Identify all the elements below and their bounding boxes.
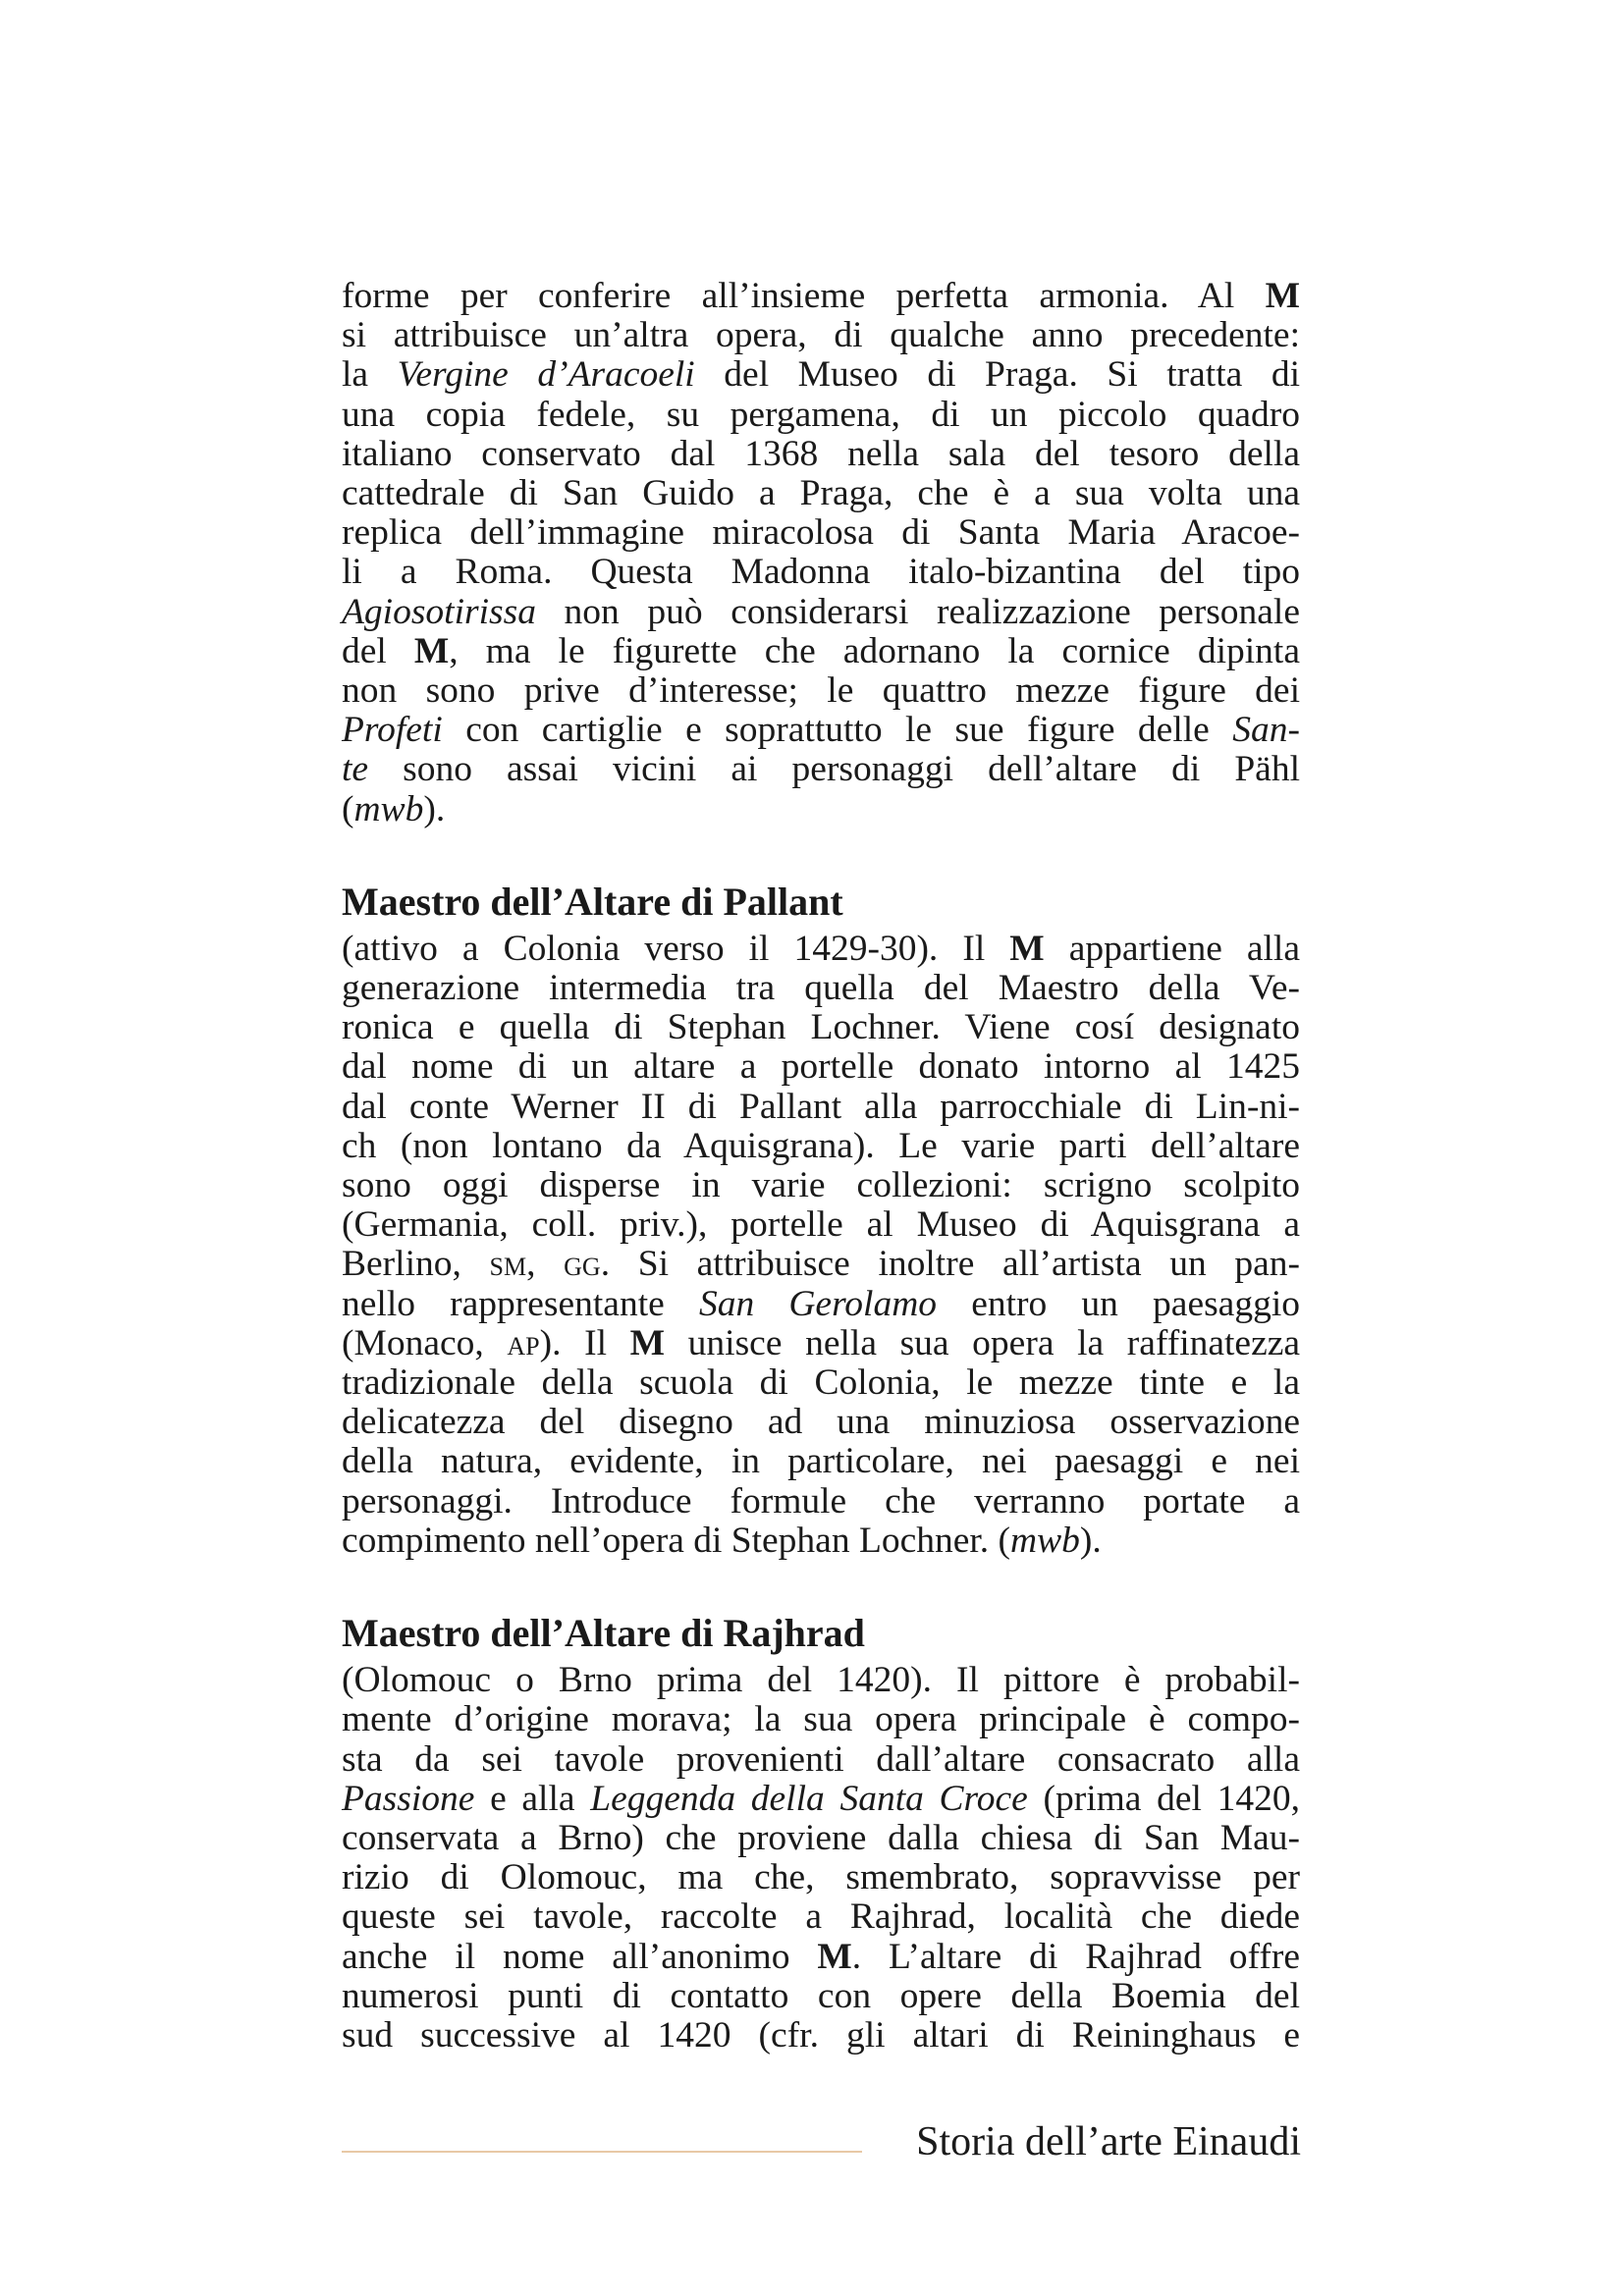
text-line [342, 1661, 1300, 1700]
text-line [342, 1008, 1300, 1047]
text-run: (attivo a Colonia verso il 1429-30). Il [342, 928, 1010, 969]
text-run: appartiene alla [1044, 928, 1300, 969]
text-run: forme per conferire all’insieme perfetta armonia. Al [342, 276, 1266, 316]
entry-continuation-paragraph [342, 277, 1300, 829]
small-caps-run: sm [489, 1244, 527, 1285]
text-run: non può considerarsi realizzazione personale [535, 591, 1300, 632]
text-run: ). [1079, 1520, 1102, 1561]
text-line [342, 593, 1300, 632]
text-run: del Museo di Praga. Si tratta di [694, 354, 1300, 396]
italic-run: te [342, 749, 369, 790]
text-run: con cartiglie e soprattutto le sue figure delle [442, 710, 1233, 751]
text-run: , [526, 1244, 565, 1285]
text-line [342, 1088, 1300, 1127]
text-run: sono assai vicini ai personaggi dell’altare di Pähl [368, 749, 1300, 790]
text-line [342, 711, 1300, 750]
text-run: sud successive al 1420 (cfr. gli altari di Reininghaus e [342, 2014, 1300, 2056]
italic-run: San Gerolamo [698, 1283, 938, 1324]
entry-heading-rajhrad: Maestro dell’Altare di Rajhrad [342, 1611, 865, 1656]
text-run: unisce nella sua opera la raffinatezza [665, 1322, 1300, 1363]
footer-rule [342, 2151, 862, 2153]
text-run: cattedrale di San Guido a Praga, che è a sua volta una [342, 473, 1300, 514]
entry-body-rajhrad [342, 1661, 1300, 2056]
text-run: ch (non lontano da Aquisgrana). Le varie parti dell’altare [342, 1125, 1300, 1166]
text-run: italiano conservato dal 1368 nella sala del tesoro della [342, 433, 1300, 474]
text-line [342, 513, 1300, 553]
text-run: (Monaco, [342, 1322, 508, 1363]
italic-run: mwb [1010, 1520, 1080, 1561]
text-run: tradizionale della scuola di Colonia, le mezze tinte e la [342, 1362, 1300, 1404]
text-run: anche il nome all’anonimo [342, 1936, 818, 1977]
text-line [342, 1205, 1300, 1245]
italic-run: Leggenda della Santa Croce [590, 1778, 1028, 1819]
text-line [342, 1047, 1300, 1087]
text-run: ). Il [539, 1322, 630, 1363]
text-line [342, 1522, 1300, 1561]
bold-run: M [1265, 276, 1300, 316]
text-run: della natura, evidente, in particolare, nei paesaggi e nei [342, 1441, 1300, 1482]
text-run: dal nome di un altare a portelle donato intorno al 1425 [342, 1046, 1300, 1088]
text-line [342, 1977, 1300, 2016]
text-run: , ma le figurette che adornano la cornice dipinta [449, 630, 1300, 671]
text-line [342, 435, 1300, 474]
italic-run: mwb [353, 788, 424, 829]
entry-heading-pallant: Maestro dell’Altare di Pallant [342, 879, 843, 924]
text-run: numerosi punti di contatto con opere della Boemia del [342, 1975, 1300, 2016]
text-line [342, 1858, 1300, 1897]
text-line [342, 1819, 1300, 1858]
text-line [342, 632, 1300, 671]
text-run: (prima del 1420, [1027, 1778, 1300, 1819]
text-line [342, 355, 1300, 395]
text-line [342, 1442, 1300, 1481]
text-line [342, 1245, 1300, 1284]
text-run: queste sei tavole, raccolte a Rajhrad, località che diede [342, 1896, 1300, 1938]
bold-run: M [817, 1936, 852, 1977]
text-line [342, 930, 1300, 969]
text-run: delicatezza del disegno ad una minuziosa osservazione [342, 1402, 1300, 1443]
text-line [342, 396, 1300, 435]
text-run: sono oggi disperse in varie collezioni: scrigno scolpito [342, 1165, 1300, 1206]
italic-run: Agiosotirissa [342, 591, 536, 632]
italic-run: Profeti [342, 710, 443, 751]
text-run: . L’altare di Rajhrad offre [851, 1936, 1300, 1977]
text-run: ronica e quella di Stephan Lochner. Viene cosí designato [342, 1007, 1300, 1048]
text-line [342, 1938, 1300, 1977]
italic-run: Vergine d’Aracoeli [397, 354, 695, 396]
text-run: li a Roma. Questa Madonna italo-bizantina del tipo [342, 552, 1300, 593]
text-line [342, 1403, 1300, 1442]
text-line [342, 2016, 1300, 2056]
text-line [342, 1324, 1300, 1363]
text-column [342, 277, 1300, 2056]
text-line [342, 750, 1300, 789]
text-run: e alla [474, 1778, 591, 1819]
text-run: generazione intermedia tra quella del Maestro della Ve- [342, 968, 1300, 1009]
text-run: la [342, 354, 398, 396]
text-run: nello rappresentante [342, 1283, 699, 1324]
text-run: conservata a Brno) che proviene dalla chiesa di San Mau- [342, 1817, 1300, 1858]
text-run: . Si attribuisce inoltre all’artista un pan- [600, 1244, 1301, 1285]
bold-run: M [629, 1322, 666, 1363]
text-line [342, 969, 1300, 1008]
entry-body-pallant [342, 930, 1300, 1561]
text-line [342, 1780, 1300, 1819]
text-line [342, 1482, 1300, 1522]
text-line [342, 790, 1300, 829]
bold-run: M [1009, 928, 1045, 969]
text-run: ( [342, 788, 354, 829]
text-run: non sono prive d’interesse; le quattro mezze figure dei [342, 670, 1300, 712]
italic-run: San- [1232, 710, 1300, 751]
text-line [342, 1363, 1300, 1403]
text-line [342, 553, 1300, 592]
small-caps-run: gg [564, 1244, 601, 1285]
text-line [342, 1740, 1300, 1780]
text-run: sta da sei tavole provenienti dall’altare consacrato alla [342, 1738, 1300, 1780]
text-line [342, 1166, 1300, 1205]
text-run: ). [423, 788, 446, 829]
text-run: si attribuisce un’altra opera, di qualche anno precedente: [342, 315, 1300, 356]
text-run: del [342, 630, 414, 671]
text-line [342, 1285, 1300, 1324]
footer-publisher: Storia dell’arte Einaudi [916, 2119, 1301, 2164]
text-run: dal conte Werner II di Pallant alla parrocchiale di Lin-ni- [342, 1086, 1300, 1127]
bold-run: M [413, 630, 450, 671]
text-run: rizio di Olomouc, ma che, smembrato, sopravvisse per [342, 1857, 1300, 1898]
text-run: una copia fedele, su pergamena, di un piccolo quadro [342, 394, 1300, 435]
text-run: (Germania, coll. priv.), portelle al Museo di Aquisgrana a [342, 1204, 1300, 1246]
text-run: compimento nell’opera di Stephan Lochner. ( [342, 1520, 1011, 1561]
text-line [342, 1897, 1300, 1937]
small-caps-run: ap [507, 1322, 540, 1363]
text-line [342, 277, 1300, 316]
text-run: entro un paesaggio [937, 1283, 1300, 1324]
text-run: replica dell’immagine miracolosa di Santa Maria Aracoe- [342, 512, 1300, 554]
text-line [342, 474, 1300, 513]
text-line [342, 316, 1300, 355]
italic-run: Passione [342, 1778, 475, 1819]
text-line [342, 1127, 1300, 1166]
text-run: Berlino, [342, 1244, 490, 1285]
text-run: (Olomouc o Brno prima del 1420). Il pittore è probabil- [342, 1660, 1300, 1701]
text-line [342, 671, 1300, 711]
text-run: personaggi. Introduce formule che verranno portate a [342, 1480, 1300, 1522]
text-run: mente d’origine morava; la sua opera principale è compo- [342, 1699, 1300, 1740]
text-line [342, 1700, 1300, 1739]
